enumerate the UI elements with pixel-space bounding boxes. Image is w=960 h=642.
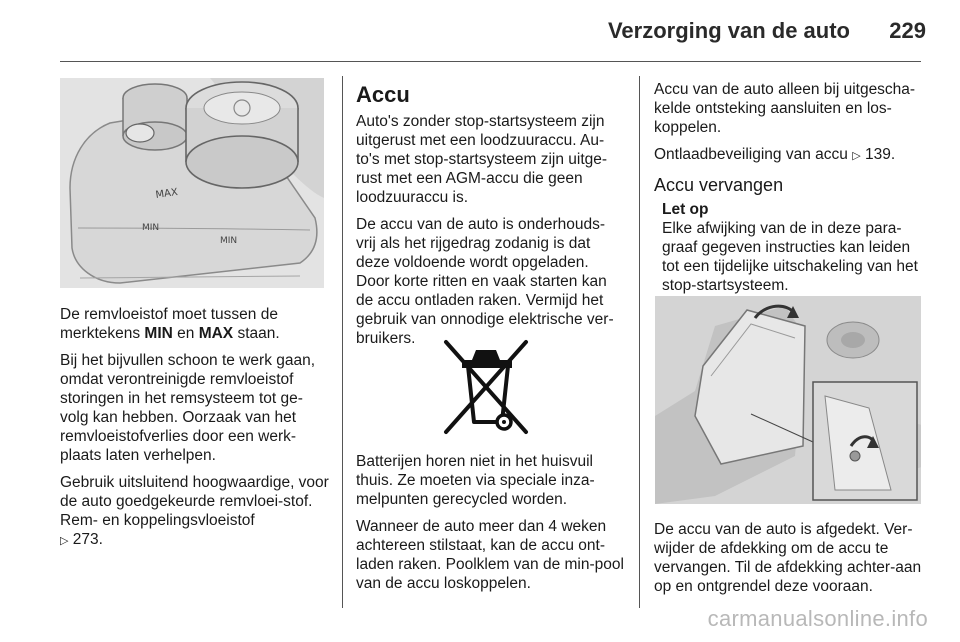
battery-cover-figure bbox=[655, 296, 921, 504]
min-mark-right-label: MIN bbox=[220, 236, 238, 246]
battery-disposal-paragraph: Batterijen horen niet in het huisvuil thuis. Ze moeten via speciale inza-melpunten gerecycled worden. bbox=[356, 453, 595, 508]
note-box bbox=[654, 200, 924, 295]
note-text: Elke afwijking van de in deze para-graaf gegeven instructies kan leiden tot een tijdelijke uitschakeling van het stop-startsysteem. bbox=[662, 220, 918, 294]
page-ref-arrow-icon: ▷ bbox=[60, 535, 69, 547]
battery-connect-paragraph: Accu van de auto alleen bij uitgescha-kelde ontsteking aansluiten en los-koppelen. bbox=[654, 81, 916, 136]
battery-long-standstill-paragraph: Wanneer de auto meer dan 4 weken achtereen stilstaat, kan de accu ont-laden raken. Poolklem van de min-pool van de accu loskoppelen. bbox=[356, 518, 624, 592]
page-ref-arrow-icon: ▷ bbox=[852, 150, 861, 162]
brake-fluid-level-paragraph: De remvloeistof moet tussen de merktekens MIN en MAX staan. bbox=[60, 306, 280, 342]
column-middle bbox=[356, 82, 624, 356]
column-middle-lower bbox=[356, 452, 624, 601]
page-reference-139[interactable]: 139. bbox=[864, 146, 896, 163]
page-reference-273[interactable]: 273. bbox=[72, 531, 103, 548]
column-left bbox=[60, 305, 330, 559]
refill-cleanliness-paragraph: Bij het bijvullen schoon te werk gaan, omdat verontreinigde remvloeistof storingen in het remsysteem tot ge-volg kan hebben. Oorzaak van het remvloeistofverlies door een werk-plaats laten verhelpen. bbox=[60, 352, 316, 464]
subsection-title-accu-vervangen: Accu vervangen bbox=[654, 175, 784, 195]
page-number: 229 bbox=[889, 18, 926, 43]
brake-fluid-quality-paragraph: Gebruik uitsluitend hoogwaardige, voor de auto goedgekeurde remvloei-stof. Rem- en koppelingsvloeistof ▷ 273. bbox=[60, 474, 329, 548]
max-mark-label: MAX bbox=[154, 186, 179, 201]
column-divider-2 bbox=[639, 76, 640, 608]
brake-fluid-reservoir-illustration bbox=[60, 78, 324, 288]
brake-fluid-reservoir-figure bbox=[60, 78, 324, 288]
min-mark-left-label: MIN bbox=[142, 223, 160, 233]
battery-cover-illustration bbox=[655, 296, 921, 504]
column-right bbox=[654, 80, 924, 295]
battery-cover-paragraph: De accu van de auto is afgedekt. Ver-wijder de afdekking om de accu te vervangen. Til de afdekking achter-aan op en ontgrendel deze vooraan. bbox=[654, 521, 922, 595]
page-header-title: Verzorging van de auto bbox=[607, 18, 850, 43]
watermark-text: carmanualsonline.info bbox=[707, 606, 928, 631]
column-divider-1 bbox=[342, 76, 343, 608]
column-right-lower bbox=[654, 520, 926, 604]
section-title-accu: Accu bbox=[356, 82, 410, 107]
battery-type-paragraph: Auto's zonder stop-startsysteem zijn uitgerust met een loodzuuraccu. Au-to's met stop-startsysteem zijn uitge-rust met een AGM-accu die geen loodzuuraccu is. bbox=[356, 113, 608, 206]
crossed-out-wheelie-bin-icon bbox=[440, 336, 532, 438]
header-rule bbox=[60, 61, 921, 62]
note-title: Let op bbox=[662, 201, 709, 218]
battery-maintenance-paragraph: De accu van de auto is onderhouds-vrij als het rijgedrag zodanig is dat deze voldoende wordt opgeladen. Door korte ritten en vaak starten kan de accu ontladen raken. Vermijd het gebruik van onnodige elektrische ver-bruikers. bbox=[356, 216, 614, 347]
discharge-protection-paragraph: Ontlaadbeveiliging van accu ▷ 139. bbox=[654, 146, 896, 163]
recycling-symbol-figure bbox=[440, 336, 532, 438]
